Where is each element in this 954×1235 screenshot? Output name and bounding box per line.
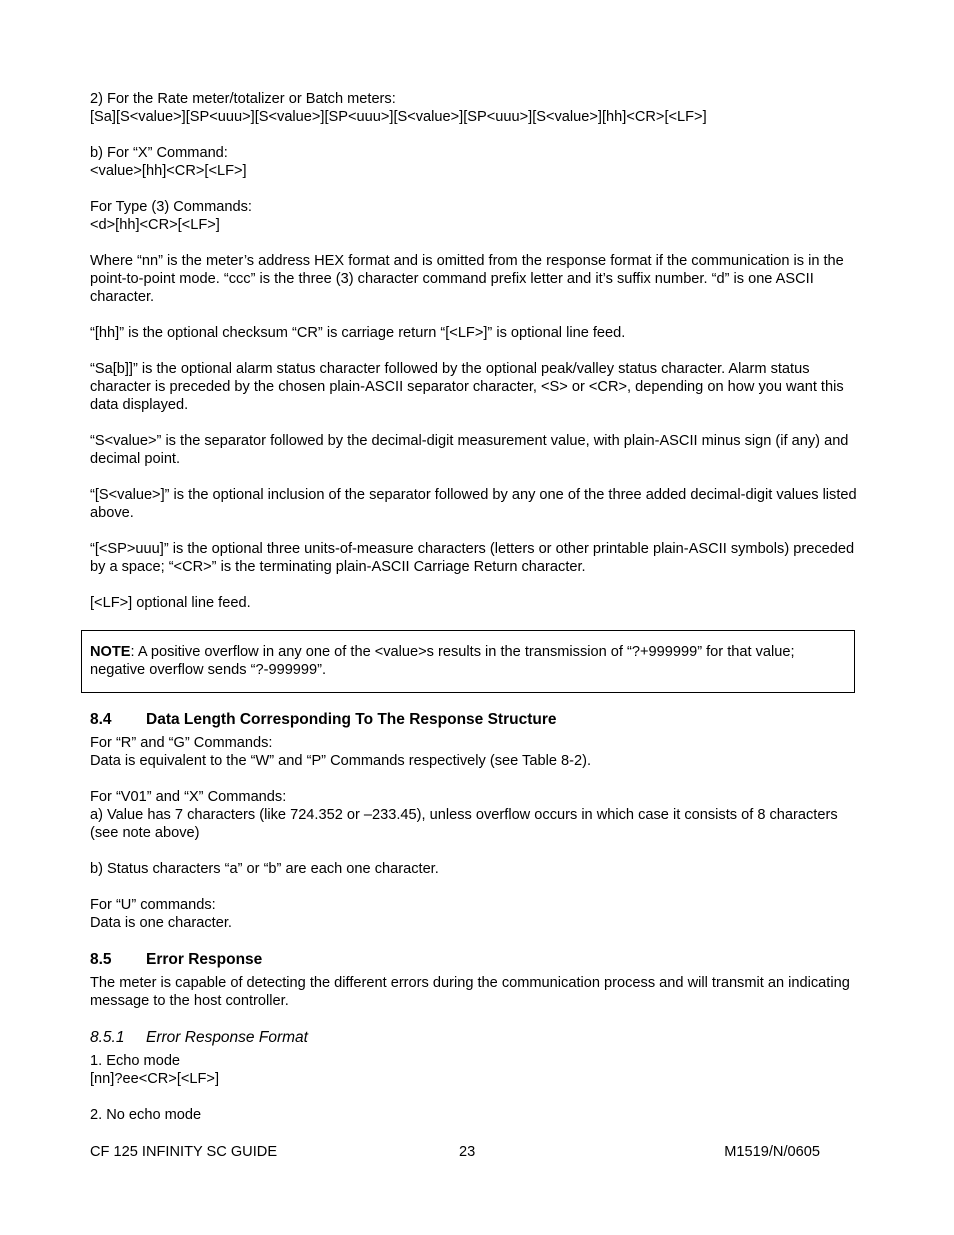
x-command-heading: b) For “X” Command:: [90, 145, 228, 161]
type3-format: <d>[hh]<CR>[<LF>]: [90, 217, 220, 233]
type3-format-block: [90, 198, 865, 234]
section-8-5-heading: [90, 950, 865, 970]
status-characters-text: b) Status characters “a” or “b” are each one character.: [90, 861, 439, 877]
section-8-5-number: 8.5: [90, 951, 112, 968]
paragraph-lf: [<LF>] optional line feed.: [90, 595, 251, 611]
v01-commands-text: a) Value has 7 characters (like 724.352 or –233.45), unless overflow occurs in which case it consists of 8 characters (see note above): [90, 807, 842, 841]
paragraph-svalue: “S<value>” is the separator followed by the decimal-digit measurement value, with plain-ASCII minus sign (if any) and decimal point.: [90, 433, 849, 467]
section-8-5-1-title: Error Response Format: [146, 1029, 308, 1046]
rg-commands-text: Data is equivalent to the “W” and “P” Commands respectively (see Table 8-2).: [90, 753, 591, 769]
no-echo-mode-heading: 2. No echo mode: [90, 1107, 202, 1123]
paragraph-where-nn: Where “nn” is the meter’s address HEX format and is omitted from the response format if the communication is in the point-to-point mode. “ccc” is the three (3) character command prefix letter and it’s suffix number. “d” is one ASCII character.: [90, 253, 844, 305]
echo-mode-block: [90, 1052, 865, 1088]
note-box: [81, 630, 855, 693]
paragraph-sp-uuu: “[<SP>uuu]” is the optional three units-of-measure characters (letters or other printable plain-ASCII symbols) preceded by a space; “<CR>” is the terminating plain-ASCII Carriage Return character.: [90, 541, 855, 575]
page-footer: [90, 1143, 820, 1161]
paragraph-svalue-optional: “[S<value>]” is the optional inclusion of the separator followed by any one of the three added decimal-digit values listed above.: [90, 487, 857, 521]
u-commands-text: Data is one character.: [90, 915, 232, 931]
footer-page-number: 23: [459, 1144, 476, 1160]
footer-document-code: M1519/N/0605: [724, 1144, 820, 1160]
footer-document-title: CF 125 INFINITY SC GUIDE: [90, 1144, 278, 1160]
x-command-format: <value>[hh]<CR>[<LF>]: [90, 163, 247, 179]
section-8-5-text: The meter is capable of detecting the different errors during the communication process and will transmit an indicating message to the host controller.: [90, 975, 850, 1009]
v01-commands-heading: For “V01” and “X” Commands:: [90, 789, 287, 805]
note-text: : A positive overflow in any one of the <value>s results in the transmission of “?+999999” for that value; negative overflow sends “?-999999”.: [90, 644, 795, 678]
section-8-4-number: 8.4: [90, 711, 112, 728]
section-8-5-1-number: 8.5.1: [90, 1029, 125, 1046]
rate-meter-format: [Sa][S<value>][SP<uuu>][S<value>][SP<uuu>][S<value>][SP<uuu>][S<value>][hh]<CR>[<LF>]: [90, 109, 707, 125]
section-8-5-1-heading: [90, 1028, 865, 1048]
u-commands-block: [90, 896, 865, 932]
x-command-format-block: [90, 144, 865, 180]
type3-heading: For Type (3) Commands:: [90, 199, 252, 215]
rg-commands-heading: For “R” and “G” Commands:: [90, 735, 273, 751]
rate-meter-format-block: [90, 90, 865, 126]
note-label: NOTE: [90, 644, 131, 660]
rate-meter-heading: 2) For the Rate meter/totalizer or Batch meters:: [90, 91, 396, 107]
u-commands-heading: For “U” commands:: [90, 897, 216, 913]
v01-commands-block: [90, 788, 865, 842]
rg-commands-block: [90, 734, 865, 770]
echo-mode-format: [nn]?ee<CR>[<LF>]: [90, 1071, 219, 1087]
paragraph-hh: “[hh]” is the optional checksum “CR” is carriage return “[<LF>]” is optional line feed.: [90, 325, 626, 341]
page-body: [90, 90, 865, 1124]
section-8-5-title: Error Response: [146, 951, 263, 968]
section-8-4-heading: [90, 710, 865, 730]
paragraph-sab: “Sa[b]]” is the optional alarm status character followed by the optional peak/valley status character. Alarm status character is preceded by the chosen plain-ASCII separator character, <S> or <CR>, depending on how you want this data displayed.: [90, 361, 844, 413]
echo-mode-heading: 1. Echo mode: [90, 1053, 181, 1069]
section-8-4-title: Data Length Corresponding To The Response Structure: [146, 711, 557, 728]
